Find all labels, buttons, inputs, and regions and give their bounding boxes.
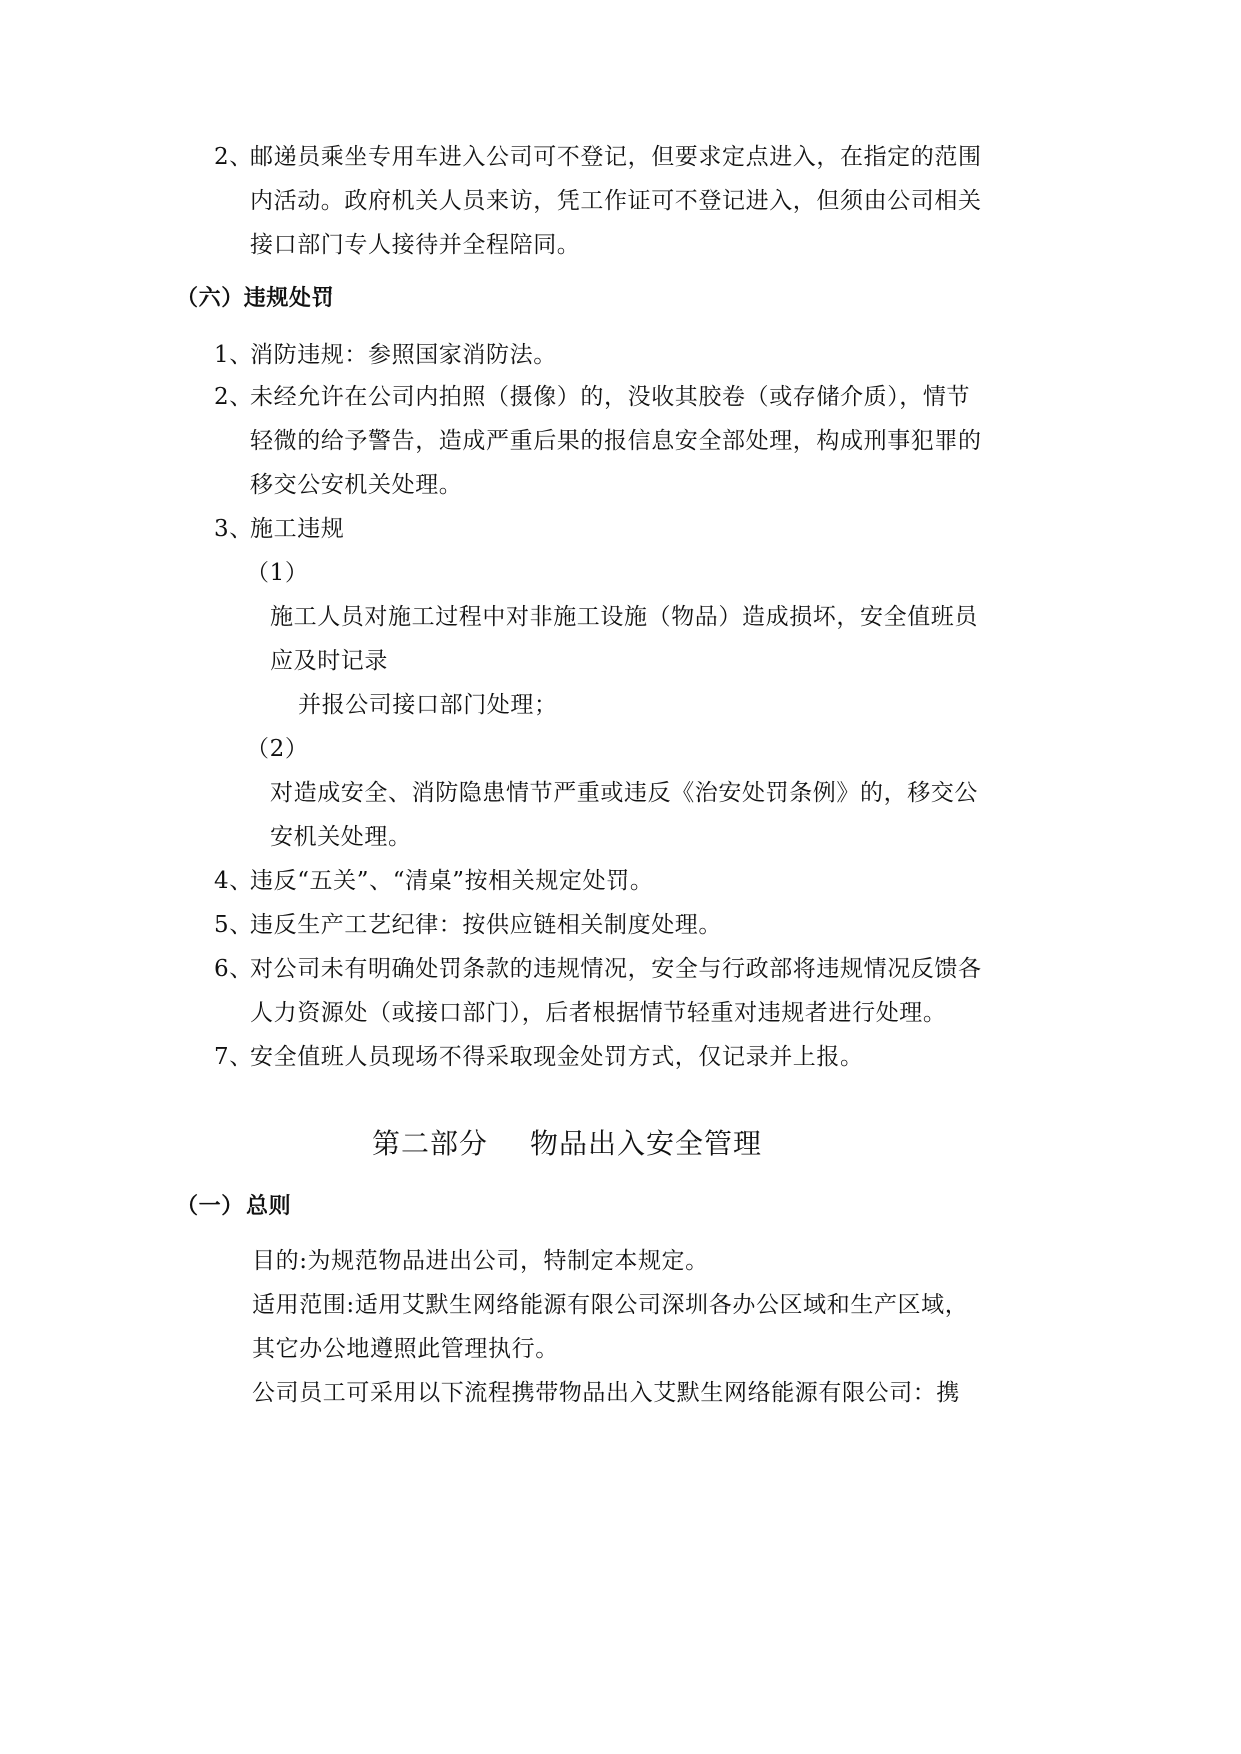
section-heading: 总则 <box>246 1194 292 1219</box>
part-title: 第二部分 <box>372 1127 489 1160</box>
paragraph-line: 未经允许在公司内拍照（摄像）的，没收其胶卷（或存储介质），情节 <box>250 384 971 410</box>
paragraph-line: 违反“五关”、“清桌”按相关规定处罚。 <box>250 868 654 894</box>
item-number: 4、 <box>214 868 253 894</box>
item-number: 1、 <box>214 342 253 368</box>
paragraph-line: 违反生产工艺纪律：按供应链相关制度处理。 <box>250 912 722 938</box>
paragraph-line: 移交公安机关处理。 <box>250 472 463 498</box>
paragraph-line: 应及时记录 <box>270 648 388 674</box>
section-heading: （六）违规处罚 <box>176 286 335 311</box>
item-number: 2、 <box>214 144 253 170</box>
paragraph-line: 公司员工可采用以下流程携带物品出入艾默生网络能源有限公司：携 <box>252 1380 960 1406</box>
paragraph-line: 目的:为规范物品进出公司，特制定本规定。 <box>252 1248 709 1274</box>
paragraph-line: 人力资源处（或接口部门），后者根据情节轻重对违规者进行处理。 <box>250 1000 947 1026</box>
sub-item-number: （2） <box>246 736 309 762</box>
paragraph-line: 内活动。政府机关人员来访，凭工作证可不登记进入，但须由公司相关 <box>250 188 982 214</box>
paragraph-line: 消防违规：参照国家消防法。 <box>250 342 557 368</box>
paragraph-line: 安全值班人员现场不得采取现金处罚方式，仅记录并上报。 <box>250 1044 864 1070</box>
paragraph-line: 对公司未有明确处罚条款的违规情况，安全与行政部将违规情况反馈各 <box>250 956 982 982</box>
paragraph-line: 邮递员乘坐专用车进入公司可不登记，但要求定点进入，在指定的范围 <box>250 144 982 170</box>
paragraph-line: 适用范围:适用艾默生网络能源有限公司深圳各办公区域和生产区域， <box>252 1292 969 1318</box>
paragraph-line: 轻微的给予警告，造成严重后果的报信息安全部处理，构成刑事犯罪的 <box>250 428 982 454</box>
section-number: （一） <box>176 1194 244 1219</box>
item-number: 5、 <box>214 912 253 938</box>
item-number: 3、 <box>214 516 253 542</box>
sub-item-number: （1） <box>246 560 309 586</box>
paragraph-line: 并报公司接口部门处理； <box>298 692 558 718</box>
paragraph-line: 安机关处理。 <box>270 824 412 850</box>
item-number: 6、 <box>214 956 253 982</box>
paragraph-line: 其它办公地遵照此管理执行。 <box>252 1336 559 1362</box>
paragraph-line: 施工人员对施工过程中对非施工设施（物品）造成损坏，安全值班员 <box>270 604 978 630</box>
paragraph-line: 对造成安全、消防隐患情节严重或违反《治安处罚条例》的，移交公 <box>270 780 978 806</box>
item-number: 7、 <box>214 1044 253 1070</box>
part-title-subject: 物品出入安全管理 <box>530 1127 763 1160</box>
paragraph-line: 接口部门专人接待并全程陪同。 <box>250 232 581 258</box>
item-number: 2、 <box>214 384 253 410</box>
paragraph-line: 施工违规 <box>250 516 345 542</box>
